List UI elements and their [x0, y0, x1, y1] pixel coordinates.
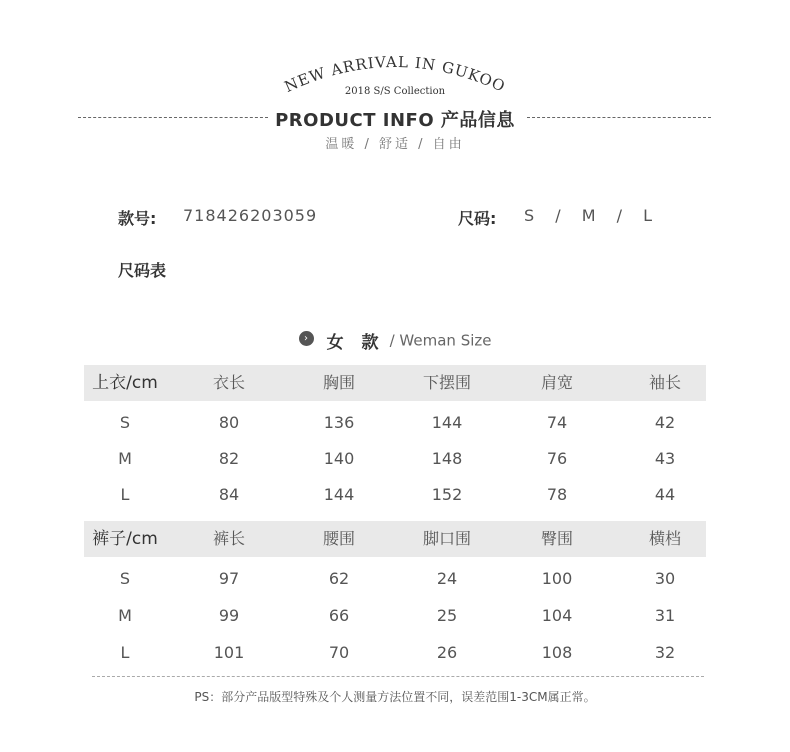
table-cell: 144 [431, 413, 463, 432]
arc-text-path: NEW ARRIVAL IN GUKOO [281, 52, 509, 96]
table-cell: S [119, 413, 131, 432]
table-cell: M [118, 449, 132, 468]
table-cell: 26 [436, 643, 458, 662]
style-number-label: 款号: [118, 209, 157, 228]
pants-row [84, 635, 706, 671]
section-title [0, 328, 790, 353]
table-cell: L [120, 643, 130, 662]
section-title-en: / Weman Size [389, 331, 492, 350]
size-label: 尺码: [458, 209, 497, 228]
tops-header-cell: 上衣/cm [92, 373, 158, 393]
table-cell: 78 [546, 485, 568, 504]
table-cell: 80 [218, 413, 240, 432]
tops-row [84, 477, 706, 513]
table-cell: 31 [654, 606, 676, 625]
size-value: S / M / L [524, 206, 660, 225]
pants-header-cell: 裤长 [212, 529, 245, 548]
chevron-right-icon: › [299, 331, 314, 346]
table-cell: 42 [654, 413, 676, 432]
tops-header-cell: 肩宽 [540, 373, 573, 392]
tops-header-cell: 袖长 [648, 373, 681, 392]
tops-header-row [84, 365, 706, 401]
tops-header-cell: 下摆围 [422, 373, 471, 392]
table-cell: 152 [431, 485, 463, 504]
collection-label: 2018 S/S Collection [344, 86, 446, 97]
pants-header-cell: 臀围 [540, 529, 573, 548]
table-cell: 144 [323, 485, 355, 504]
tops-row [84, 441, 706, 477]
table-cell: 84 [218, 485, 240, 504]
table-cell: 74 [546, 413, 568, 432]
table-cell: L [120, 485, 130, 504]
table-cell: M [118, 606, 132, 625]
page-title: PRODUCT INFO 产品信息 [275, 110, 515, 131]
table-cell: 30 [654, 569, 676, 588]
arc-brand-text [270, 48, 520, 108]
table-cell: 66 [328, 606, 350, 625]
table-cell: 70 [328, 643, 350, 662]
footer-divider [92, 676, 704, 677]
pants-header-cell: 裤子/cm [92, 529, 158, 549]
pants-header-cell: 腰围 [322, 529, 355, 548]
tops-row [84, 405, 706, 441]
tops-header-cell: 胸围 [322, 373, 355, 392]
table-cell: 148 [431, 449, 463, 468]
table-cell: 140 [323, 449, 355, 468]
pants-row [84, 598, 706, 634]
page-subtitle: 温暖 / 舒适 / 自由 [325, 137, 465, 152]
table-cell: 62 [328, 569, 350, 588]
table-cell: 82 [218, 449, 240, 468]
table-cell: 43 [654, 449, 676, 468]
section-title-cn: 女 款 [326, 333, 385, 353]
table-cell: 32 [654, 643, 676, 662]
table-cell: 100 [541, 569, 573, 588]
table-cell: 104 [541, 606, 573, 625]
table-cell: 25 [436, 606, 458, 625]
table-cell: 76 [546, 449, 568, 468]
footer-note: PS：部分产品版型特殊及个人测量方法位置不同，误差范围1-3CM属正常。 [194, 690, 596, 704]
table-cell: 108 [541, 643, 573, 662]
pants-row [84, 561, 706, 597]
size-chart-label: 尺码表 [118, 261, 167, 280]
style-number-value: 718426203059 [183, 206, 318, 225]
pants-header-cell: 脚口围 [422, 529, 471, 548]
table-cell: 99 [218, 606, 240, 625]
table-cell: 136 [323, 413, 355, 432]
pants-header-row [84, 521, 706, 557]
pants-header-cell: 横档 [648, 529, 681, 548]
table-cell: 97 [218, 569, 240, 588]
table-cell: 44 [654, 485, 676, 504]
tops-header-cell: 衣长 [212, 373, 245, 392]
table-cell: 101 [213, 643, 245, 662]
table-cell: S [119, 569, 131, 588]
table-cell: 24 [436, 569, 458, 588]
